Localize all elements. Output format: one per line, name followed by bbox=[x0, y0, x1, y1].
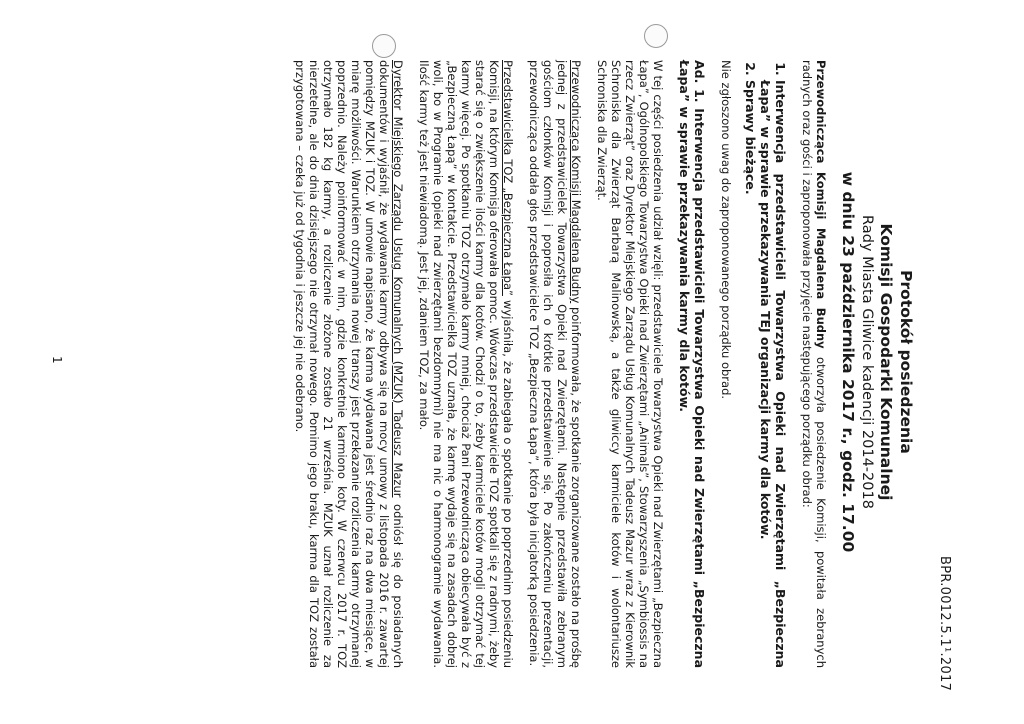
attendees-paragraph: W tej części posiedzenia udział wzięli: przedstawiciele Towarzystwa Opieki nad Zwierzętami „Bezpieczna Łapa”, Ogólnopolskiego Towarzystwa Opieki nad Zwierzętami „Animals”, Stowarzyszenia „Symbiossis na rzecz Zwierząt” oraz Dyrektor Miejskiego Zarządu Usług Komunalnych Tadeusz Mazur wraz z Kierownik Schroniska dla Zwierząt Barbarą Malinowską, a także gliwiccy karmiciele kotów i wolontariusze Schroniska dla Zwierząt. bbox=[595, 60, 665, 668]
chair-text: poinformowała, że spotkanie zorganizowane zostało na prośbę jednej z przedstawicielek Towarzystwa Opieki nad Zwierzętami. Następnie przedstawiła zebranym gościom członków Komisji i poprosiła ich o krótkie przedstawienie się. Po zakończeniu prezentacji, przewodnicząca oddała głos przedstawicielce TOZ „Bezpieczna Łapa”, która była inicjatorką posiedzenia. bbox=[527, 60, 583, 668]
meeting-date: w dniu 23 października 2017 r., godz. 17.00 bbox=[839, 171, 857, 553]
punch-hole-top bbox=[644, 24, 668, 48]
agenda-item: 2. Sprawy bieżące. bbox=[743, 80, 758, 668]
chair-paragraph bbox=[527, 60, 583, 668]
punch-hole-bottom bbox=[372, 34, 396, 58]
council-term: Rady Miasta Gliwice kadencji 2014-2018 bbox=[859, 215, 875, 509]
committee-name: Komisji Gospodarki Komunalnej bbox=[877, 223, 895, 501]
speaker-toz: Przedstawicielka TOZ „Bezpieczna Łapa” bbox=[501, 60, 515, 296]
protocol-title: Protokół posiedzenia bbox=[897, 270, 915, 454]
intro-lead: Przewodnicząca Komisji Magdalena Budny bbox=[814, 60, 828, 349]
section-heading: Ad. 1. Interwencja przedstawicieli Towarzystwa Opieki nad Zwierzętami „Bezpieczna Łapa” w sprawie przekazywania karmy dla kotów. bbox=[677, 60, 707, 668]
intro-paragraph bbox=[800, 60, 828, 668]
agenda-list bbox=[743, 60, 788, 668]
agenda-item: 1. Interwencja przedstawicieli Towarzystwa Opieki nad Zwierzętami „Bezpieczna Łapa” w sprawie przekazywania TEJ organizacji karmy dla kotów. bbox=[758, 80, 788, 668]
document-reference-number: BPR.0012.5.1¹.2017 bbox=[937, 556, 952, 692]
page-number: 1 bbox=[50, 356, 64, 364]
protocol-header bbox=[838, 60, 916, 664]
speaker-chair: Przewodnicząca Komisji Magdalena Budny bbox=[569, 60, 583, 304]
director-paragraph bbox=[293, 60, 405, 668]
toz-text: wyjaśniła, że zabiegała o spotkanie po poprzednim posiedzeniu Komisji, na którym Komisja oferowała pomoc. Wówczas przedstawiciele TOZ spotkali się z radnymi, żeby starać się o zwiększenie ilości karmy dla kotów. Chodzi o to, żeby karmiciele kotów mogli otrzymać tej karmy więcej. Po spotkaniu TOZ otrzymało karmy mniej, chociaż Pani Przewodnicząca obiecywała być z „Bezpieczną Łapą” w kontakcie. Przedstawicielka TOZ uznała, że karmę wydaje się na zasadach dobrej woli, bo w Programie (opieki nad zwierzętami bezdomnymi) nie ma nic o harmonogramie wydawania. Ilość karmy też jest niewiadomą. Jest jej, zdaniem TOZ, za mało. bbox=[417, 60, 515, 668]
speaker-director: Dyrektor Miejskiego Zarządu Usług Komunalnych (MZUK) Tadeusz Mazur bbox=[391, 60, 405, 498]
toz-paragraph bbox=[417, 60, 515, 668]
director-text: odniósł się do posiadanych dokumentów i wyjaśnił, że wydawanie karmy odbywa się na mocy umowy z listopada 2016 r. zawartej pomiędzy MZUK i TOZ. W umowie napisano, że karma wydawana jest średnio raz na dwa miesiące, w miarę możliwości. Warunkiem otrzymania nowej transzy jest przekazanie rozliczenia karmy otrzymanej poprzednio. Należy poinformować w nim, gdzie konkretnie karmiono koty. W czerwcu 2017 r. TOZ otrzymało 182 kg karmy, a rozliczenie złożone zostało 21 września. MZUK uznał rozliczenie za nierzetelne, ale do dnia dzisiejszego nie otrzymał nowego. Pomimo jego braku, karma dla TOZ została przygotowana – czeka już od tygodnia i jeszcze jej nie odebrano. bbox=[293, 60, 405, 668]
intro-text: otworzyła posiedzenie Komisji, powitała zebranych radnych oraz gości i zaproponowała przyjęcie następującego porządku obrad: bbox=[800, 60, 828, 668]
protocol-body bbox=[281, 60, 828, 668]
no-remarks-note: Nie zgłoszono uwag do zaproponowanego porządku obrad. bbox=[719, 60, 733, 400]
